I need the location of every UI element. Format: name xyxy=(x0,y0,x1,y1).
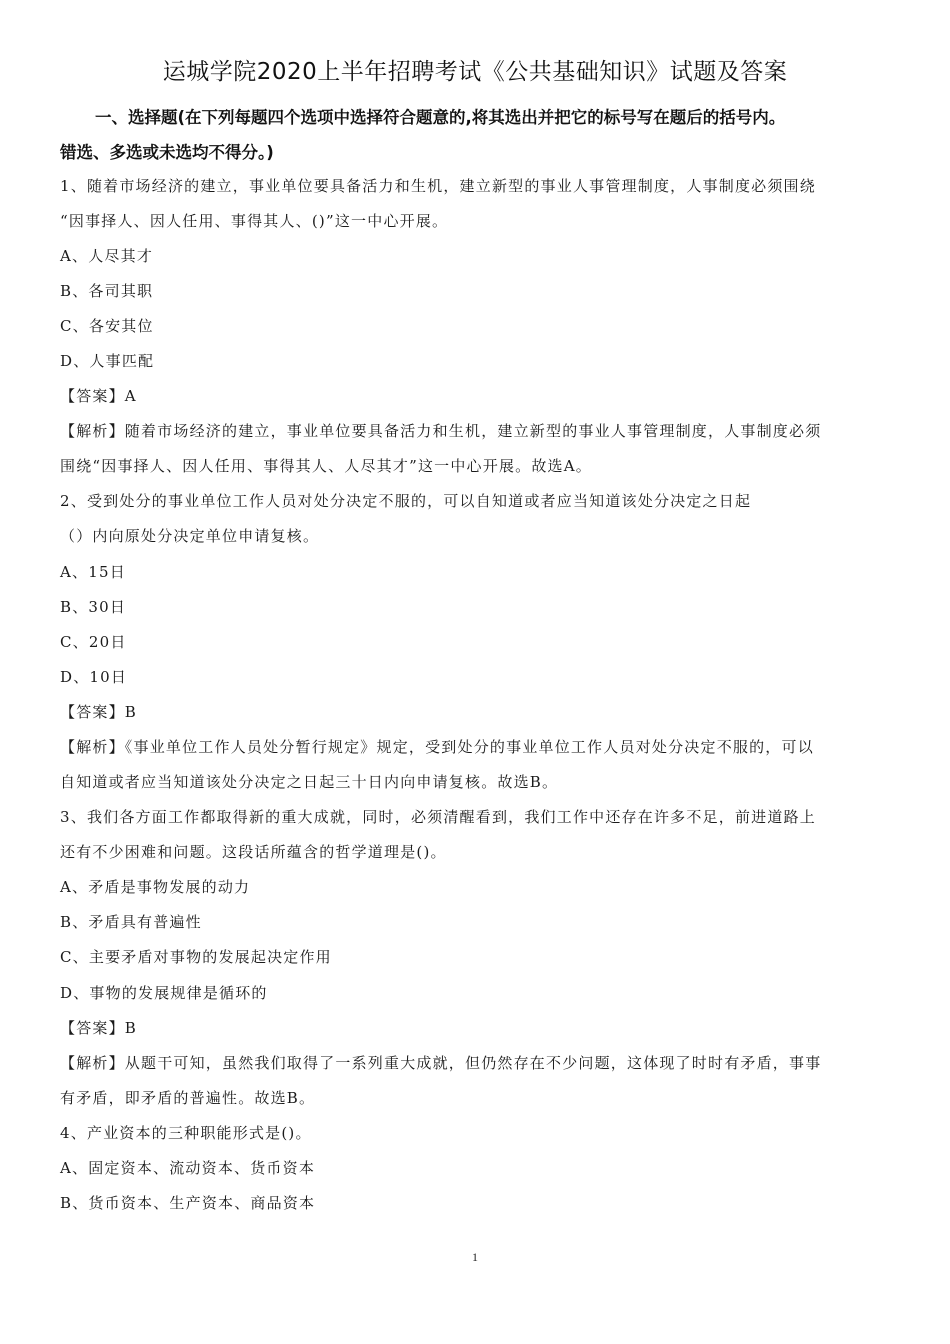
question-2-option-c: C、20日 xyxy=(60,633,127,651)
question-3-answer: 【答案】B xyxy=(60,1019,138,1037)
question-1-explanation: 【解析】随着市场经济的建立，事业单位要具备活力和生机，建立新型的事业人事管理制度，人事制度必须 xyxy=(60,422,822,440)
question-2-explanation-cont: 自知道或者应当知道该处分决定之日起三十日内向申请复核。故选B。 xyxy=(60,773,559,791)
question-1-stem: 1、随着市场经济的建立，事业单位要具备活力和生机，建立新型的事业人事管理制度，人事制度必须围绕 xyxy=(60,177,816,195)
question-1-option-c: C、各安其位 xyxy=(60,317,154,335)
question-1-option-d: D、人事匹配 xyxy=(60,352,155,370)
question-2-option-a: A、15日 xyxy=(60,563,126,581)
question-4-option-b: B、货币资本、生产资本、商品资本 xyxy=(60,1194,316,1212)
page-number: 1 xyxy=(472,1250,478,1264)
question-3-explanation-cont: 有矛盾，即矛盾的普遍性。故选B。 xyxy=(60,1089,316,1107)
question-1-answer: 【答案】A xyxy=(60,387,137,405)
question-4-option-a: A、固定资本、流动资本、货币资本 xyxy=(60,1159,316,1177)
question-1-stem-cont: “因事择人、因人任用、事得其人、()”这一中心开展。 xyxy=(60,212,449,230)
document-title: 运城学院2020上半年招聘考试《公共基础知识》试题及答案 xyxy=(162,59,788,85)
question-2-stem: 2、受到处分的事业单位工作人员对处分决定不服的，可以自知道或者应当知道该处分决定之日起 xyxy=(60,492,752,510)
question-2-option-d: D、10日 xyxy=(60,668,128,686)
question-1-option-b: B、各司其职 xyxy=(60,282,154,300)
question-3-option-c: C、主要矛盾对事物的发展起决定作用 xyxy=(60,948,332,966)
section-heading-line-2: 错选、多选或未选均不得分。) xyxy=(60,143,274,162)
question-3-option-b: B、矛盾具有普遍性 xyxy=(60,913,202,931)
question-2-explanation: 【解析】《事业单位工作人员处分暂行规定》规定，受到处分的事业单位工作人员对处分决定不服的，可以 xyxy=(60,738,814,756)
question-1-explanation-cont: 围绕“因事择人、因人任用、事得其人、人尽其才”这一中心开展。故选A。 xyxy=(60,457,592,475)
question-3-option-d: D、事物的发展规律是循环的 xyxy=(60,984,268,1002)
question-2-stem-cont: （）内向原处分决定单位申请复核。 xyxy=(60,527,320,545)
question-1-option-a: A、人尽其才 xyxy=(60,247,154,265)
question-4-stem: 4、产业资本的三种职能形式是()。 xyxy=(60,1124,312,1142)
question-2-answer: 【答案】B xyxy=(60,703,138,721)
question-3-option-a: A、矛盾是事物发展的动力 xyxy=(60,878,251,896)
question-3-explanation: 【解析】从题干可知，虽然我们取得了一系列重大成就，但仍然存在不少问题，这体现了时时有矛盾，事事 xyxy=(60,1054,822,1072)
question-2-option-b: B、30日 xyxy=(60,598,127,616)
section-heading-line-1: 一、选择题(在下列每题四个选项中选择符合题意的,将其选出并把它的标号写在题后的括号内。 xyxy=(95,108,786,127)
question-3-stem: 3、我们各方面工作都取得新的重大成就，同时，必须清醒看到，我们工作中还存在许多不足，前进道路上 xyxy=(60,808,816,826)
question-3-stem-cont: 还有不少困难和问题。这段话所蕴含的哲学道理是()。 xyxy=(60,843,447,861)
